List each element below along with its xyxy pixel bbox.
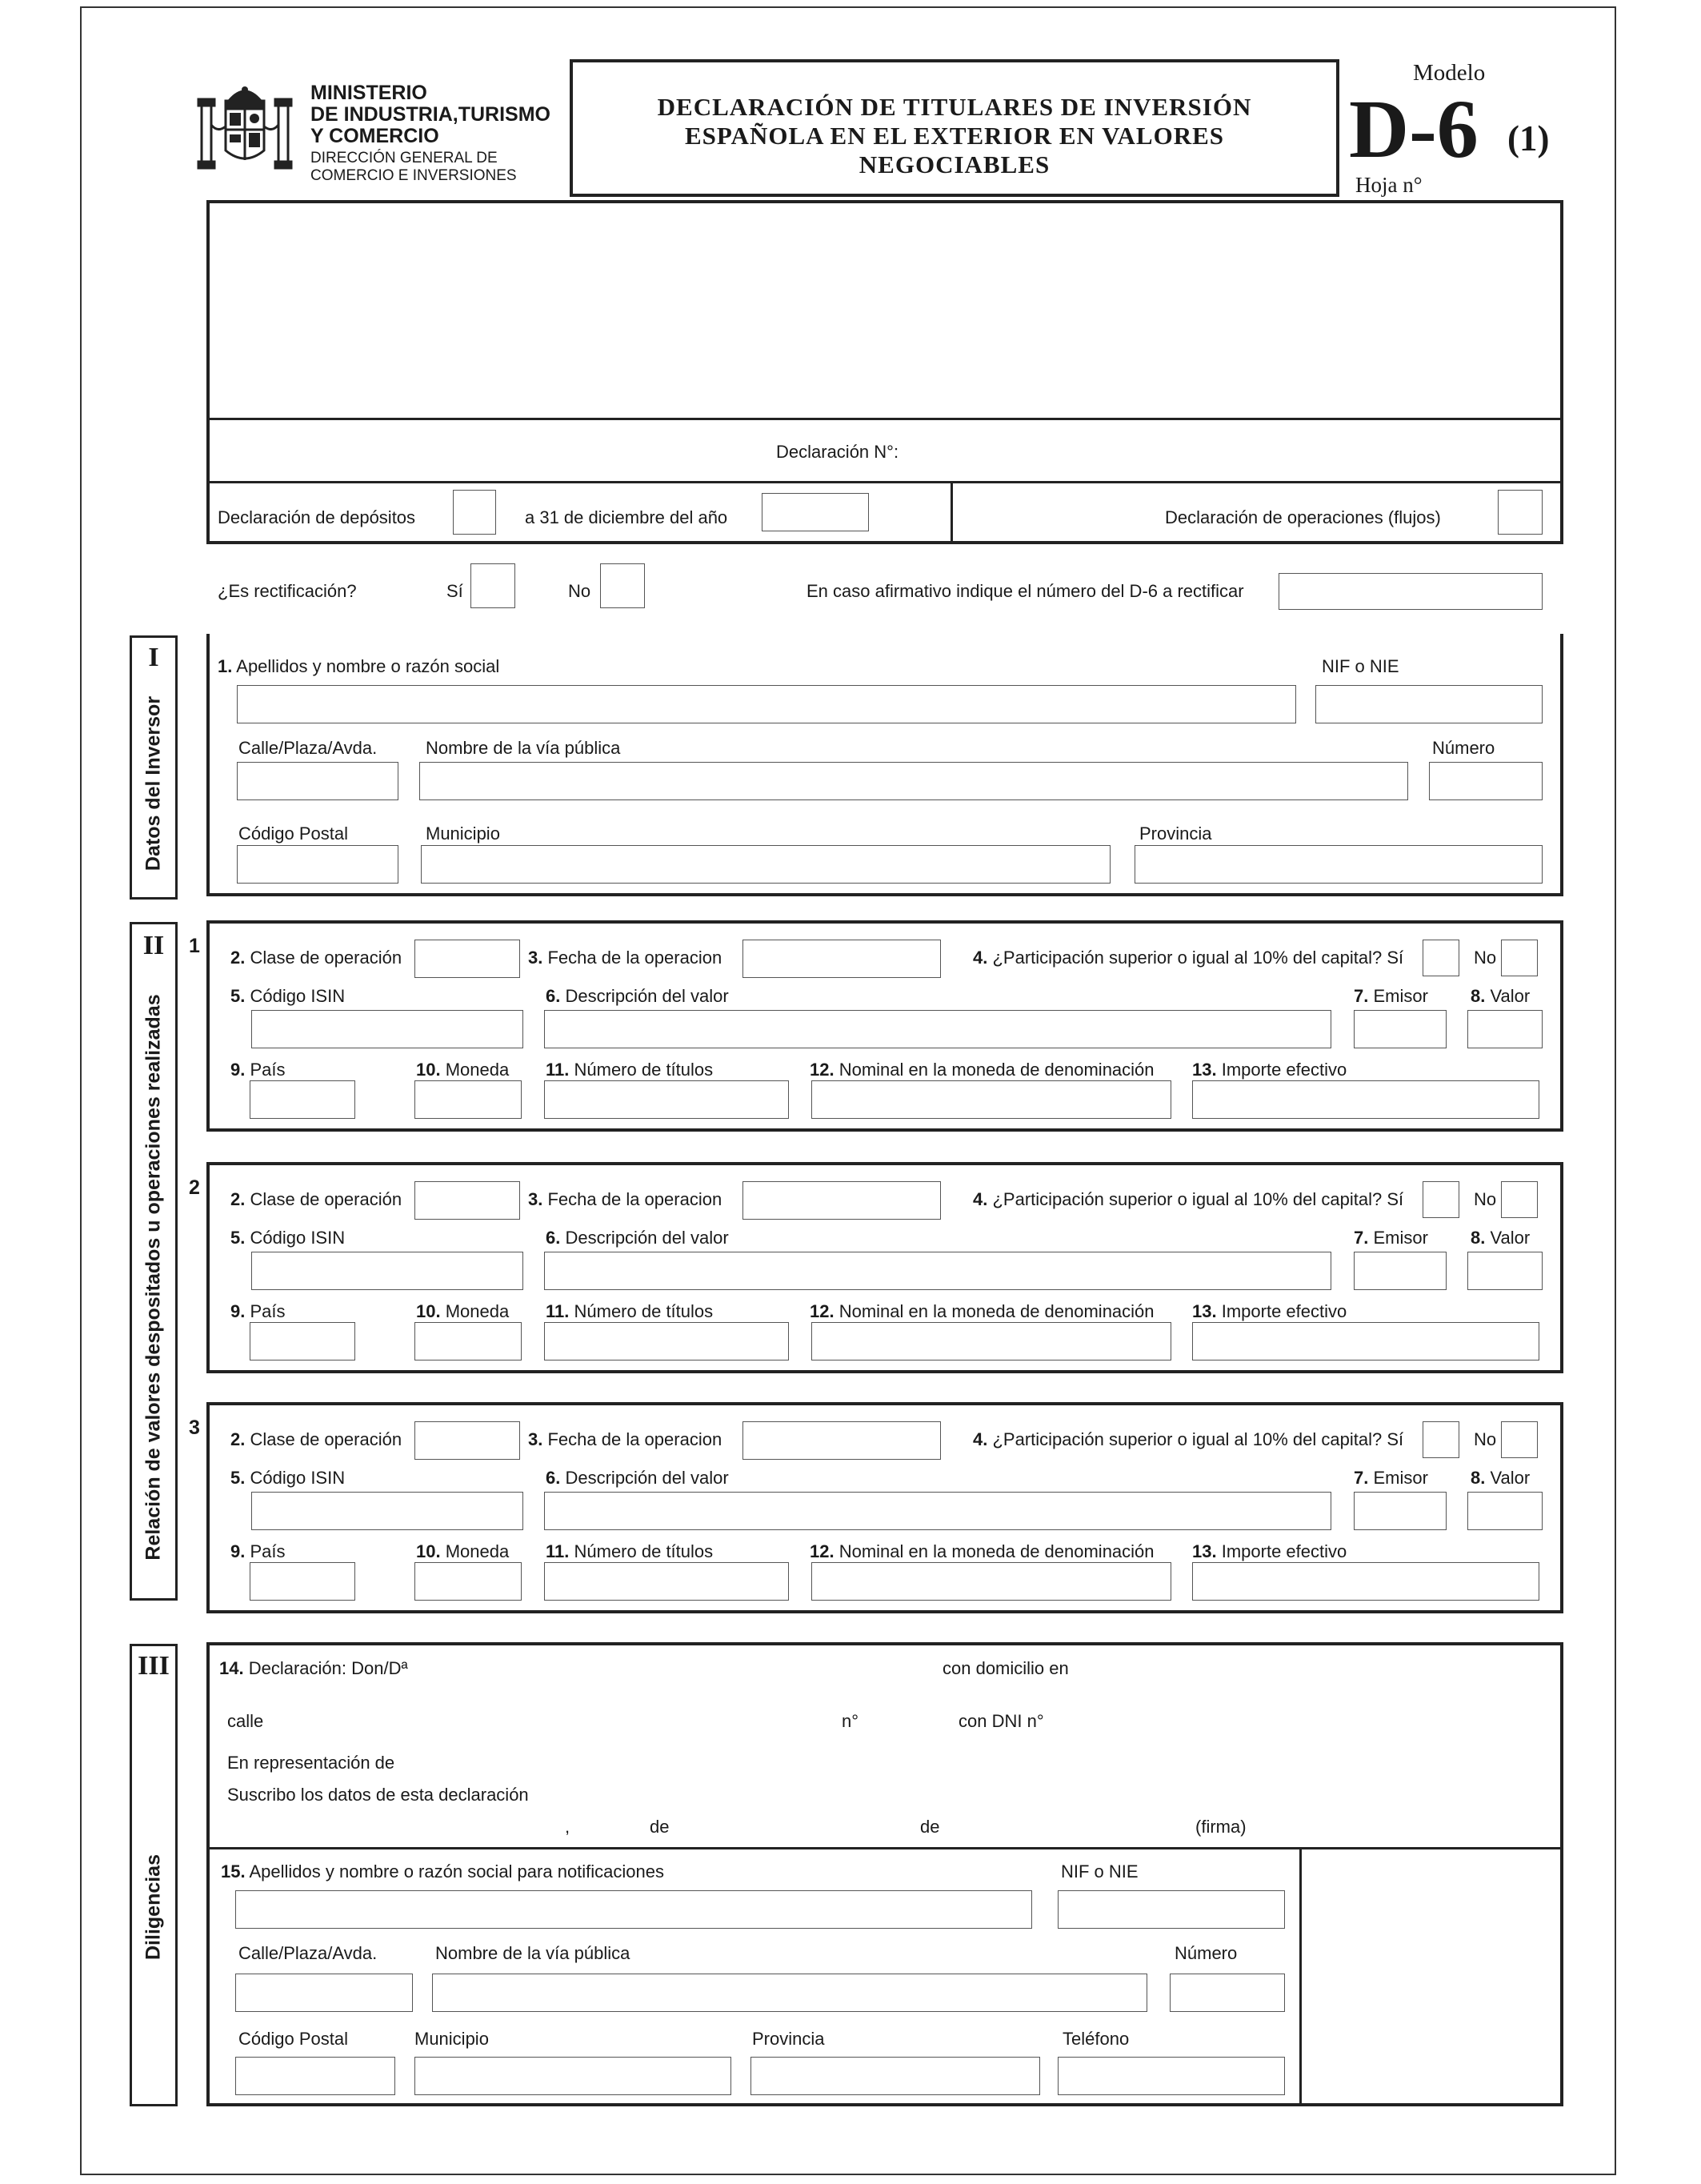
flows-checkbox[interactable] <box>1498 490 1543 535</box>
street-name-label: Nombre de la vía pública <box>435 1943 630 1963</box>
currency-field[interactable] <box>414 1562 522 1601</box>
field-number: 7. <box>1354 1228 1369 1248</box>
street-type-label: Calle/Plaza/Avda. <box>238 738 378 758</box>
description-label: Descripción del valor <box>565 986 729 1006</box>
issuer-label: Emisor <box>1373 1228 1428 1248</box>
section-1-number: I <box>148 643 159 672</box>
subscribe-label: Suscribo los datos de esta declaración <box>227 1785 529 1805</box>
field-number: 6. <box>546 1468 561 1488</box>
currency-label: Moneda <box>445 1301 510 1321</box>
form-title: DECLARACIÓN DE TITULARES DE INVERSIÓN <box>657 93 1252 121</box>
rectification-label: ¿Es rectificación? <box>218 581 357 601</box>
value-label: Valor <box>1490 1228 1531 1248</box>
modelo-code: D-6 <box>1349 83 1479 175</box>
date-de-label: de <box>650 1817 670 1837</box>
field-number: 15. <box>221 1861 246 1881</box>
operation-date-field[interactable] <box>742 1421 941 1460</box>
field-number: 10. <box>416 1541 441 1561</box>
securities-count-field[interactable] <box>544 1080 789 1119</box>
country-field[interactable] <box>250 1080 355 1119</box>
domicile-label: con domicilio en <box>943 1658 1069 1678</box>
field-number: 13. <box>1192 1301 1217 1321</box>
description-field[interactable] <box>544 1252 1331 1290</box>
participation-yes-checkbox[interactable] <box>1423 1421 1459 1458</box>
flows-label: Declaración de operaciones (flujos) <box>1165 507 1441 527</box>
operation-type-label: Clase de operación <box>250 1429 402 1449</box>
amount-label: Importe efectivo <box>1221 1301 1347 1321</box>
yes-label: Sí <box>446 581 463 601</box>
form-title: ESPAÑOLA EN EL EXTERIOR EN VALORES <box>685 122 1224 150</box>
no-label: No <box>1474 1429 1497 1449</box>
issuer-field[interactable] <box>1354 1010 1447 1048</box>
field-number: 4. <box>973 948 988 968</box>
street-type-label: Calle/Plaza/Avda. <box>238 1943 378 1963</box>
field-number: 10. <box>416 1301 441 1321</box>
currency-field[interactable] <box>414 1322 522 1360</box>
notifications-street-type-field[interactable] <box>235 1974 413 2012</box>
rectify-number-field[interactable] <box>1279 573 1543 610</box>
section-3-number: III <box>138 1651 170 1681</box>
nif-label: NIF o NIE <box>1061 1861 1139 1881</box>
description-field[interactable] <box>544 1010 1331 1048</box>
field-number: 5. <box>230 1228 246 1248</box>
participation-label: ¿Participación superior o igual al 10% del capital? Sí <box>992 1429 1404 1449</box>
isin-field[interactable] <box>251 1010 523 1048</box>
notifications-phone-field[interactable] <box>1058 2057 1285 2095</box>
field-number: 7. <box>1354 1468 1369 1488</box>
participation-no-checkbox[interactable] <box>1501 1181 1538 1218</box>
section-3-sidebar <box>130 1644 178 2106</box>
section-2-sidebar <box>130 922 178 1601</box>
phone-label: Teléfono <box>1063 2029 1130 2049</box>
issuer-label: Emisor <box>1373 986 1428 1006</box>
deposits-checkbox[interactable] <box>453 490 496 535</box>
field-number: 9. <box>230 1060 246 1080</box>
street-type-field[interactable] <box>237 762 398 800</box>
field-number: 5. <box>230 986 246 1006</box>
field-number: 6. <box>546 1228 561 1248</box>
isin-field[interactable] <box>251 1252 523 1290</box>
field-number: 11. <box>546 1301 570 1321</box>
signature-label: (firma) <box>1195 1817 1247 1837</box>
field-number: 2. <box>230 1189 246 1209</box>
notifications-province-field[interactable] <box>750 2057 1040 2095</box>
ministry-name: DE INDUSTRIA,TURISMO <box>310 103 550 126</box>
divider <box>208 418 1562 420</box>
notifications-nif-field[interactable] <box>1058 1890 1285 1929</box>
directorate-name: COMERCIO E INVERSIONES <box>310 167 517 184</box>
nominal-label: Nominal en la moneda de denominación <box>838 1060 1155 1080</box>
amount-label: Importe efectivo <box>1221 1541 1347 1561</box>
amount-field[interactable] <box>1192 1562 1539 1601</box>
notifications-number-field[interactable] <box>1170 1974 1285 2012</box>
field-number: 12. <box>810 1301 834 1321</box>
participation-yes-checkbox[interactable] <box>1423 940 1459 976</box>
operation-number: 3 <box>189 1417 200 1439</box>
amount-field[interactable] <box>1192 1080 1539 1119</box>
province-label: Provincia <box>1139 824 1212 844</box>
no-label: No <box>568 581 591 601</box>
operation-date-label: Fecha de la operacion <box>547 1189 722 1209</box>
operation-number: 2 <box>189 1176 200 1199</box>
amount-field[interactable] <box>1192 1322 1539 1360</box>
notifications-name-label: Apellidos y nombre o razón social para notificaciones <box>249 1861 665 1881</box>
directorate-name: DIRECCIÓN GENERAL DE <box>310 150 498 166</box>
operation-type-field[interactable] <box>414 1421 520 1460</box>
country-field[interactable] <box>250 1322 355 1360</box>
operation-type-field[interactable] <box>414 1181 520 1220</box>
hoja-label: Hoja n° <box>1355 173 1423 197</box>
notifications-street-name-field[interactable] <box>432 1974 1147 2012</box>
operation-number: 1 <box>189 935 200 957</box>
isin-label: Código ISIN <box>250 1468 346 1488</box>
section-1-sidebar <box>130 635 178 900</box>
field-number: 8. <box>1471 1228 1486 1248</box>
field-number: 14. <box>219 1658 244 1678</box>
securities-count-field[interactable] <box>544 1322 789 1360</box>
securities-count-label: Número de títulos <box>574 1301 714 1321</box>
nominal-label: Nominal en la moneda de denominación <box>838 1541 1155 1561</box>
isin-field[interactable] <box>251 1492 523 1530</box>
divider <box>208 481 1562 483</box>
operation-date-field[interactable] <box>742 1181 941 1220</box>
field-number: 8. <box>1471 1468 1486 1488</box>
rectification-yes-checkbox[interactable] <box>470 563 515 608</box>
section-3-title: Diligencias <box>142 1854 165 1960</box>
country-field[interactable] <box>250 1562 355 1601</box>
no-label: No <box>1474 948 1497 968</box>
field-number: 1. <box>218 656 233 676</box>
modelo-suffix: (1) <box>1507 118 1550 158</box>
description-label: Descripción del valor <box>565 1228 729 1248</box>
declaration-label: Declaración: Don/Dª <box>248 1658 408 1678</box>
nif-label: NIF o NIE <box>1322 656 1399 676</box>
postal-code-field[interactable] <box>237 845 398 884</box>
field-number: 9. <box>230 1541 246 1561</box>
field-number: 4. <box>973 1429 988 1449</box>
year-field[interactable] <box>762 493 869 531</box>
field-number: 6. <box>546 986 561 1006</box>
investor-nif-field[interactable] <box>1315 685 1543 723</box>
currency-field[interactable] <box>414 1080 522 1119</box>
ministry-name: MINISTERIO <box>310 82 427 104</box>
field-number: 2. <box>230 1429 246 1449</box>
date-de-label: de <box>920 1817 940 1837</box>
field-number: 3. <box>528 1429 543 1449</box>
field-number: 13. <box>1192 1541 1217 1561</box>
municipality-field[interactable] <box>421 845 1111 884</box>
notifications-postal-code-field[interactable] <box>235 2057 395 2095</box>
field-number: 10. <box>416 1060 441 1080</box>
street-name-label: Nombre de la vía pública <box>426 738 621 758</box>
name-label: Apellidos y nombre o razón social <box>236 656 500 676</box>
nominal-field[interactable] <box>811 1322 1171 1360</box>
participation-yes-checkbox[interactable] <box>1423 1181 1459 1218</box>
securities-count-label: Número de títulos <box>574 1541 714 1561</box>
coat-of-arms-logo <box>194 77 296 178</box>
rectify-number-label: En caso afirmativo indique el número del D-6 a rectificar <box>806 581 1244 601</box>
number-label: Número <box>1432 738 1495 758</box>
section-2-title: Relación de valores despositados u operaciones realizadas <box>142 994 165 1561</box>
operation-date-label: Fecha de la operacion <box>547 1429 722 1449</box>
municipality-label: Municipio <box>414 2029 489 2049</box>
securities-count-field[interactable] <box>544 1562 789 1601</box>
top-declaration-box <box>206 200 1563 544</box>
field-number: 7. <box>1354 986 1369 1006</box>
field-number: 13. <box>1192 1060 1217 1080</box>
field-number: 2. <box>230 948 246 968</box>
operation-date-label: Fecha de la operacion <box>547 948 722 968</box>
divider <box>208 541 1562 543</box>
field-number: 3. <box>528 1189 543 1209</box>
street-label: calle <box>227 1711 264 1731</box>
country-label: País <box>250 1541 286 1561</box>
section-1-title: Datos del Inversor <box>142 695 165 872</box>
value-field[interactable] <box>1467 1492 1543 1530</box>
municipality-label: Municipio <box>426 824 500 844</box>
deposits-label: Declaración de depósitos <box>218 507 416 527</box>
isin-label: Código ISIN <box>250 986 346 1006</box>
participation-label: ¿Participación superior o igual al 10% del capital? Sí <box>992 1189 1404 1209</box>
issuer-label: Emisor <box>1373 1468 1428 1488</box>
nominal-label: Nominal en la moneda de denominación <box>838 1301 1155 1321</box>
rectification-no-checkbox[interactable] <box>600 563 645 608</box>
currency-label: Moneda <box>445 1060 510 1080</box>
no-label: No <box>1474 1189 1497 1209</box>
street-name-field[interactable] <box>419 762 1408 800</box>
nominal-field[interactable] <box>811 1080 1171 1119</box>
field-number: 11. <box>546 1060 570 1080</box>
field-number: 3. <box>528 948 543 968</box>
field-number: 9. <box>230 1301 246 1321</box>
value-label: Valor <box>1490 986 1531 1006</box>
description-field[interactable] <box>544 1492 1331 1530</box>
postal-code-label: Código Postal <box>238 824 348 844</box>
amount-label: Importe efectivo <box>1221 1060 1347 1080</box>
value-field[interactable] <box>1467 1010 1543 1048</box>
field-number: 11. <box>546 1541 570 1561</box>
participation-no-checkbox[interactable] <box>1501 940 1538 976</box>
form-title: NEGOCIABLES <box>859 150 1051 178</box>
notifications-name-field[interactable] <box>235 1890 1032 1929</box>
field-number: 12. <box>810 1060 834 1080</box>
operation-date-field[interactable] <box>742 940 941 978</box>
value-field[interactable] <box>1467 1252 1543 1290</box>
value-label: Valor <box>1490 1468 1531 1488</box>
currency-label: Moneda <box>445 1541 510 1561</box>
province-label: Provincia <box>752 2029 825 2049</box>
issuer-field[interactable] <box>1354 1492 1447 1530</box>
number-label: Número <box>1175 1943 1238 1963</box>
nominal-field[interactable] <box>811 1562 1171 1601</box>
divider <box>1299 1847 1302 2105</box>
notifications-municipality-field[interactable] <box>414 2057 731 2095</box>
country-label: País <box>250 1060 286 1080</box>
postal-code-label: Código Postal <box>238 2029 348 2049</box>
field-number: 8. <box>1471 986 1486 1006</box>
operation-type-label: Clase de operación <box>250 948 402 968</box>
divider <box>208 1847 1562 1849</box>
modelo-label: Modelo <box>1413 60 1486 86</box>
operation-type-field[interactable] <box>414 940 520 978</box>
number-label: n° <box>842 1711 859 1731</box>
isin-label: Código ISIN <box>250 1228 346 1248</box>
section-2-number: II <box>142 931 165 960</box>
investor-name-field[interactable] <box>237 685 1296 723</box>
divider <box>951 482 953 543</box>
date-comma: , <box>565 1817 570 1837</box>
field-number: 4. <box>973 1189 988 1209</box>
street-number-field[interactable] <box>1429 762 1543 800</box>
dni-label: con DNI n° <box>959 1711 1044 1731</box>
description-label: Descripción del valor <box>565 1468 729 1488</box>
participation-label: ¿Participación superior o igual al 10% del capital? Sí <box>992 948 1404 968</box>
country-label: País <box>250 1301 286 1321</box>
securities-count-label: Número de títulos <box>574 1060 714 1080</box>
field-number: 12. <box>810 1541 834 1561</box>
issuer-field[interactable] <box>1354 1252 1447 1290</box>
year-label: a 31 de diciembre del año <box>525 507 728 527</box>
ministry-name: Y COMERCIO <box>310 125 439 147</box>
operation-type-label: Clase de operación <box>250 1189 402 1209</box>
participation-no-checkbox[interactable] <box>1501 1421 1538 1458</box>
province-field[interactable] <box>1135 845 1543 884</box>
field-number: 5. <box>230 1468 246 1488</box>
declaration-number-label: Declaración N°: <box>776 442 899 462</box>
representation-label: En representación de <box>227 1753 395 1773</box>
